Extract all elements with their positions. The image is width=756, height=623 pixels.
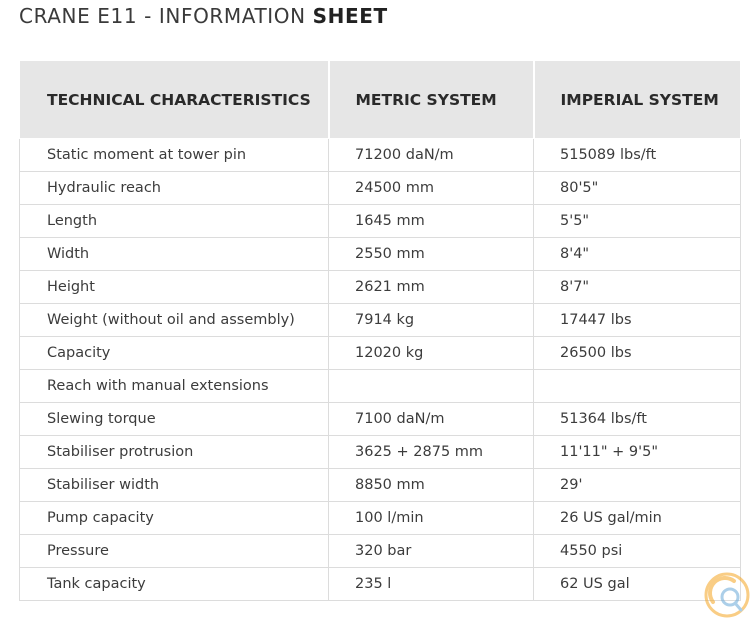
- table-body: [20, 139, 741, 601]
- table-row: [20, 238, 741, 271]
- imperial-cell: 26500 lbs: [534, 337, 741, 370]
- specification-table: [19, 60, 742, 601]
- metric-cell: 12020 kg: [329, 337, 534, 370]
- table-header-row: [20, 61, 741, 139]
- imperial-cell: 8'4": [534, 238, 741, 271]
- page-title: [19, 4, 388, 28]
- watermark-logo-icon: [704, 572, 750, 618]
- table-row: [20, 502, 741, 535]
- table-row: [20, 370, 741, 403]
- table-row: [20, 568, 741, 601]
- metric-cell: 7914 kg: [329, 304, 534, 337]
- imperial-cell: 80'5": [534, 172, 741, 205]
- characteristic-cell: Static moment at tower pin: [20, 139, 329, 172]
- metric-cell: 8850 mm: [329, 469, 534, 502]
- table-row: [20, 304, 741, 337]
- imperial-cell: 62 US gal: [534, 568, 741, 601]
- metric-cell: 1645 mm: [329, 205, 534, 238]
- characteristic-cell: Stabiliser protrusion: [20, 436, 329, 469]
- table-row: [20, 469, 741, 502]
- header-imperial-system: IMPERIAL SYSTEM: [534, 61, 741, 139]
- characteristic-cell: Pump capacity: [20, 502, 329, 535]
- characteristic-cell: Hydraulic reach: [20, 172, 329, 205]
- table-row: [20, 139, 741, 172]
- characteristic-cell: Slewing torque: [20, 403, 329, 436]
- characteristic-cell: Pressure: [20, 535, 329, 568]
- imperial-cell: 5'5": [534, 205, 741, 238]
- characteristic-cell: Width: [20, 238, 329, 271]
- metric-cell: 2621 mm: [329, 271, 534, 304]
- characteristic-cell: Stabiliser width: [20, 469, 329, 502]
- characteristic-cell: Capacity: [20, 337, 329, 370]
- characteristic-cell: Height: [20, 271, 329, 304]
- metric-cell: [329, 370, 534, 403]
- imperial-cell: 29': [534, 469, 741, 502]
- imperial-cell: 4550 psi: [534, 535, 741, 568]
- imperial-cell: 515089 lbs/ft: [534, 139, 741, 172]
- characteristic-cell: Reach with manual extensions: [20, 370, 329, 403]
- table-row: [20, 535, 741, 568]
- metric-cell: 3625 + 2875 mm: [329, 436, 534, 469]
- metric-cell: 235 l: [329, 568, 534, 601]
- metric-cell: 2550 mm: [329, 238, 534, 271]
- imperial-cell: 11'11" + 9'5": [534, 436, 741, 469]
- characteristic-cell: Weight (without oil and assembly): [20, 304, 329, 337]
- imperial-cell: 26 US gal/min: [534, 502, 741, 535]
- metric-cell: 320 bar: [329, 535, 534, 568]
- page-title-prefix: CRANE E11 - INFORMATION: [19, 4, 313, 28]
- metric-cell: 100 l/min: [329, 502, 534, 535]
- header-technical-characteristics: TECHNICAL CHARACTERISTICS: [20, 61, 329, 139]
- characteristic-cell: Tank capacity: [20, 568, 329, 601]
- metric-cell: 71200 daN/m: [329, 139, 534, 172]
- imperial-cell: 8'7": [534, 271, 741, 304]
- characteristic-cell: Length: [20, 205, 329, 238]
- metric-cell: 7100 daN/m: [329, 403, 534, 436]
- imperial-cell: 51364 lbs/ft: [534, 403, 741, 436]
- table-row: [20, 403, 741, 436]
- table-row: [20, 172, 741, 205]
- table-row: [20, 271, 741, 304]
- imperial-cell: 17447 lbs: [534, 304, 741, 337]
- imperial-cell: [534, 370, 741, 403]
- metric-cell: 24500 mm: [329, 172, 534, 205]
- header-metric-system: METRIC SYSTEM: [329, 61, 534, 139]
- table-row: [20, 205, 741, 238]
- table-row: [20, 436, 741, 469]
- page-title-emphasis: SHEET: [312, 4, 388, 28]
- table-row: [20, 337, 741, 370]
